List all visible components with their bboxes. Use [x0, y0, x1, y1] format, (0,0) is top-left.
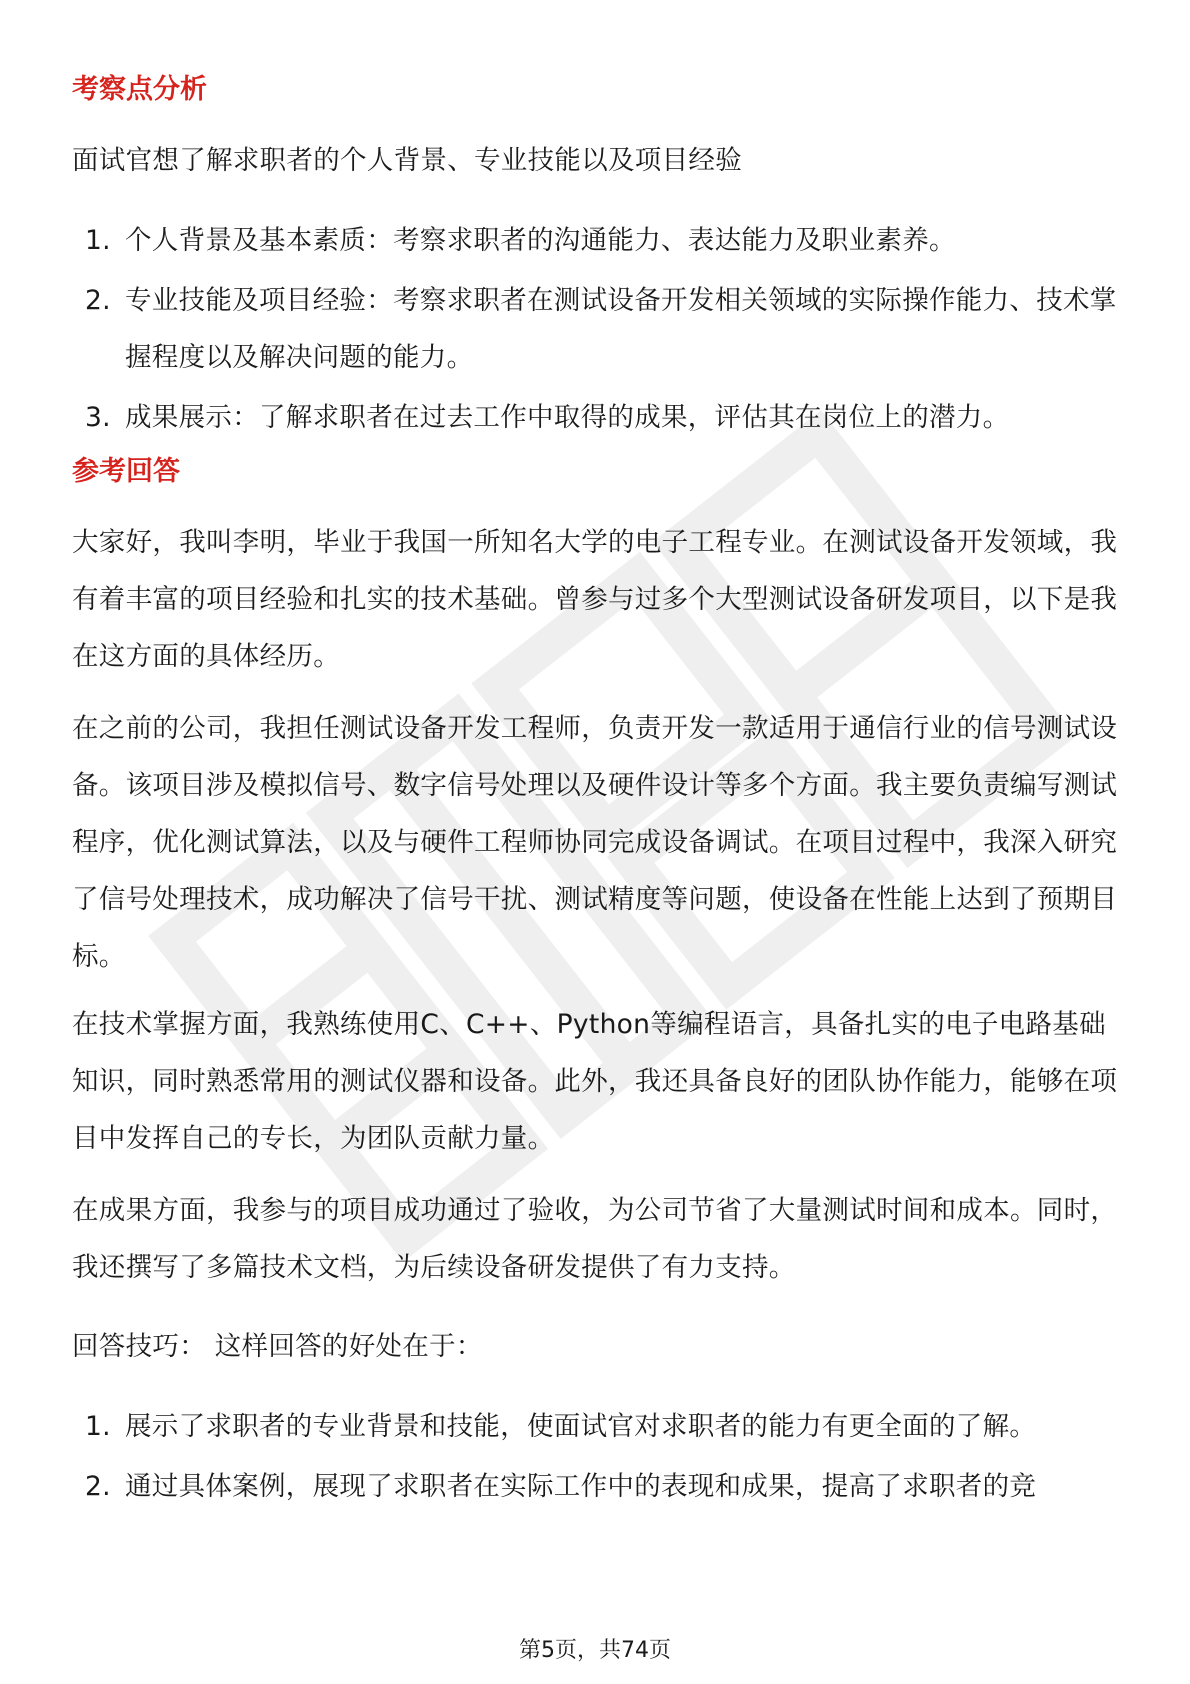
- analysis-intro: 面试官想了解求职者的个人背景、专业技能以及项目经验: [72, 145, 742, 176]
- list-item: [72, 1398, 1118, 1455]
- answer-paragraph-2: 在之前的公司，我担任测试设备开发工程师，负责开发一款适用于通信行业的信号测试设备。该项目涉及模拟信号、数字信号处理以及硬件设计等多个方面。我主要负责编写测试程序，优化测试算法，以及与硬件工程师协同完成设备调试。在项目过程中，我深入研究了信号处理技术，成功解决了信号干扰、测试精度等问题，使设备在性能上达到了预期目标。: [72, 713, 1118, 972]
- list-number: 1.: [85, 225, 111, 256]
- list-text: 通过具体案例，展现了求职者在实际工作中的表现和成果，提高了求职者的竞: [125, 1471, 1037, 1502]
- section-heading-analysis: 考察点分析: [72, 74, 207, 105]
- list-item: [72, 389, 1118, 446]
- list-number: 1.: [85, 1411, 111, 1442]
- list-text: 展示了求职者的专业背景和技能，使面试官对求职者的能力有更全面的了解。: [125, 1411, 1037, 1442]
- list-text: 专业技能及项目经验：考察求职者在测试设备开发相关领域的实际操作能力、技术掌握程度以及解决问题的能力。: [125, 285, 1117, 373]
- list-text: 个人背景及基本素质：考察求职者的沟通能力、表达能力及职业素养。: [125, 225, 956, 256]
- list-item: [72, 272, 1118, 386]
- analysis-list: [72, 212, 1118, 446]
- list-number: 2.: [85, 1471, 111, 1502]
- tips-list: [72, 1398, 1118, 1515]
- list-number: 2.: [85, 285, 111, 316]
- list-item: [72, 212, 1118, 269]
- answer-paragraph-3: 在技术掌握方面，我熟练使用C、C++、Python等编程语言，具备扎实的电子电路基础知识，同时熟悉常用的测试仪器和设备。此外，我还具备良好的团队协作能力，能够在项目中发挥自己的专长，为团队贡献力量。: [72, 1009, 1118, 1154]
- page-footer: 第5页，共74页: [519, 1638, 671, 1663]
- answer-paragraph-4: 在成果方面，我参与的项目成功通过了验收，为公司节省了大量测试时间和成本。同时，我还撰写了多篇技术文档，为后续设备研发提供了有力支持。: [72, 1195, 1118, 1283]
- list-text: 成果展示：了解求职者在过去工作中取得的成果，评估其在岗位上的潜力。: [125, 402, 1010, 433]
- section-heading-answer: 参考回答: [72, 456, 180, 487]
- list-item: [72, 1458, 1118, 1515]
- tips-intro: 回答技巧： 这样回答的好处在于：: [72, 1331, 483, 1362]
- list-number: 3.: [85, 402, 111, 433]
- answer-paragraph-1: 大家好，我叫李明，毕业于我国一所知名大学的电子工程专业。在测试设备开发领域，我有着丰富的项目经验和扎实的技术基础。曾参与过多个大型测试设备研发项目，以下是我在这方面的具体经历。: [72, 527, 1118, 672]
